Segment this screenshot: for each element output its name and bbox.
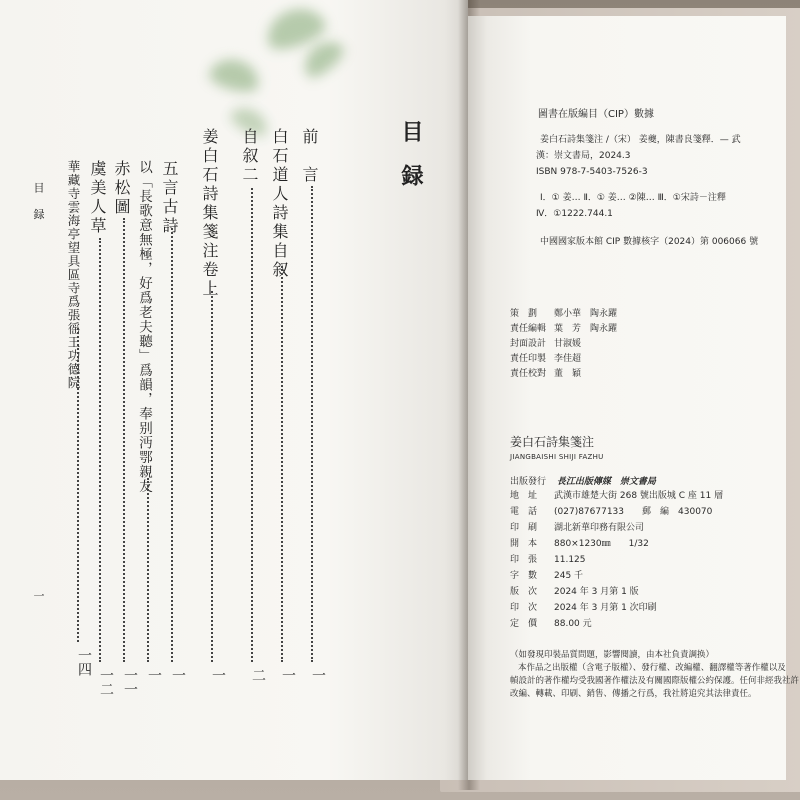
pub-info-label: 定 價 xyxy=(510,619,538,629)
toc-leader-dots xyxy=(281,266,283,662)
pub-info-label: 印 張 xyxy=(510,555,538,565)
toc-page-number: 一四 xyxy=(76,648,92,676)
toc-page-number: 二 xyxy=(250,668,266,682)
toc-page-number: 一二 xyxy=(98,668,114,696)
credit-row xyxy=(510,368,581,381)
toc-page-number: 一一 xyxy=(122,668,138,696)
credit-value: 李佳超 xyxy=(554,354,582,364)
toc-entry-title: 華藏寺雲海亭望具區寺爲張徭王功德院 xyxy=(66,160,81,390)
book-title-pinyin: JIANGBAISHI SHIJI FAZHU xyxy=(510,453,604,461)
credit-row xyxy=(510,353,581,366)
toc-page-number: 一 xyxy=(170,668,186,682)
credit-label: 策 劃 xyxy=(510,309,538,319)
toc-entry-title: 赤松圖 xyxy=(112,160,131,217)
toc-entry-title: 以「長歌意無極，好爲老夫聽」爲韻，奉别沔鄂親友 xyxy=(136,160,152,494)
toc-entry[interactable] xyxy=(238,128,268,696)
pub-info-row xyxy=(510,586,639,599)
book-title: 姜白石詩集箋注 xyxy=(510,435,595,449)
toc-entry[interactable] xyxy=(268,128,298,696)
toc-leader-dots xyxy=(171,228,173,662)
cip-line: 姜白石詩集箋注 /（宋） 姜夔，陳書良箋釋．— 武 xyxy=(540,135,741,145)
copyright-note-line: 本作品之出版權（含電子版權）、發行權、改編權、翻譯權等著作權以及 xyxy=(518,663,786,673)
toc-leader-dots xyxy=(147,478,149,662)
toc-entry[interactable] xyxy=(64,160,94,676)
toc-entry-title: 五言古詩 xyxy=(160,160,179,236)
credit-row xyxy=(510,308,617,321)
pub-info-label: 電 話 xyxy=(510,507,538,517)
cip-number: 中國國家版本館 CIP 數據核字（2024）第 006066 號 xyxy=(540,237,759,247)
pub-info-value: 245 千 xyxy=(554,571,584,581)
toc-heading: 目録 xyxy=(398,120,424,208)
pub-info-value: 88.00 元 xyxy=(554,619,592,629)
copyright-page xyxy=(468,16,800,780)
cip-line: 漢：崇文書局，2024.3 xyxy=(536,151,631,161)
class-line: Ⅰ．① 姜… Ⅱ．① 姜… ②陳… Ⅲ．①宋詩－注釋 xyxy=(540,193,726,203)
toc-entry-title: 虞美人草 xyxy=(88,160,107,236)
isbn-line: ISBN 978-7-5403-7526-3 xyxy=(536,167,648,177)
pub-info-value: 880×1230㎜ 1/32 xyxy=(554,539,649,549)
toc-leader-dots xyxy=(251,188,253,662)
toc-leader-dots xyxy=(77,328,79,642)
credit-value: 甘淑媛 xyxy=(554,339,582,349)
toc-entry[interactable] xyxy=(298,128,328,696)
pub-info-value: 11.125 xyxy=(554,555,586,565)
toc-leader-dots xyxy=(123,218,125,662)
publisher-row xyxy=(510,476,656,489)
toc-page-number: 一 xyxy=(210,668,226,682)
toc-entry-title: 姜白石詩集箋注卷上 xyxy=(200,128,219,299)
credit-label: 責任編輯 xyxy=(510,324,547,334)
publisher-logo: 長江出版傳媒 崇文書局 xyxy=(556,477,656,487)
pub-info-row xyxy=(510,522,644,535)
credit-label: 責任校對 xyxy=(510,369,547,379)
toc-entry[interactable] xyxy=(198,128,228,696)
toc-entry-title: 白石道人詩集自叙 xyxy=(270,128,289,280)
credit-value: 葉 芳 陶永躍 xyxy=(554,324,618,334)
toc-page-number: 一 xyxy=(310,668,326,682)
pub-info-row xyxy=(510,602,657,615)
copyright-note-line: 幀設計的著作權均受我國著作權法及有關國際版權公約保護。任何非經我社許 xyxy=(510,676,800,686)
toc-leader-dots xyxy=(311,186,313,662)
running-header: 目 録 xyxy=(32,182,45,226)
credit-value: 董 穎 xyxy=(554,369,582,379)
publisher-label: 出版發行 xyxy=(510,477,547,487)
pub-info-value: 2024 年 3 月第 1 次印刷 xyxy=(554,603,657,613)
credit-label: 責任印製 xyxy=(510,354,547,364)
pub-info-value: 2024 年 3 月第 1 版 xyxy=(554,587,639,597)
credit-row xyxy=(510,338,581,351)
pub-info-row xyxy=(510,618,592,631)
pub-info-label: 字 數 xyxy=(510,571,538,581)
copyright-note-line: 改編、轉載、印刷、銷售、傳播之行爲，我社將追究其法律責任。 xyxy=(510,689,757,699)
pub-info-row xyxy=(510,490,723,503)
toc-entry-title: 前 言 xyxy=(300,128,319,185)
credit-value: 鄭小華 陶永躍 xyxy=(554,309,618,319)
pub-info-row xyxy=(510,554,586,567)
pub-info-label: 印 刷 xyxy=(510,523,538,533)
pub-info-value: (027)87677133 郵 編 430070 xyxy=(554,507,713,517)
plant-leaf-shadow xyxy=(207,54,263,96)
pub-info-row xyxy=(510,570,583,583)
pub-info-row xyxy=(510,538,649,551)
credit-row xyxy=(510,323,617,336)
pub-info-label: 版 次 xyxy=(510,587,538,597)
pub-info-value: 武漢市雄楚大街 268 號出版城 C 座 11 層 xyxy=(554,491,724,501)
cip-title: 圖書在版編目（CIP）數據 xyxy=(538,109,654,120)
pub-info-label: 地 址 xyxy=(510,491,538,501)
copyright-note-line: （如發現印裝品質問題，影響閱讀，由本社負責調换） xyxy=(510,650,715,660)
toc-leader-dots xyxy=(211,291,213,662)
page-folio: 一 xyxy=(32,590,45,601)
pub-info-value: 湖北新華印務有限公司 xyxy=(554,523,645,533)
toc-leader-dots xyxy=(99,238,101,662)
pub-info-label: 印 次 xyxy=(510,603,538,613)
toc-page-number: 一 xyxy=(280,668,296,682)
credit-label: 封面設計 xyxy=(510,339,547,349)
pub-info-label: 開 本 xyxy=(510,539,538,549)
class-line: Ⅳ．①1222.744.1 xyxy=(536,209,613,219)
toc-entry-title: 自叙二 xyxy=(240,128,259,185)
toc-page-number: 一 xyxy=(146,668,162,682)
pub-info-row xyxy=(510,506,712,519)
